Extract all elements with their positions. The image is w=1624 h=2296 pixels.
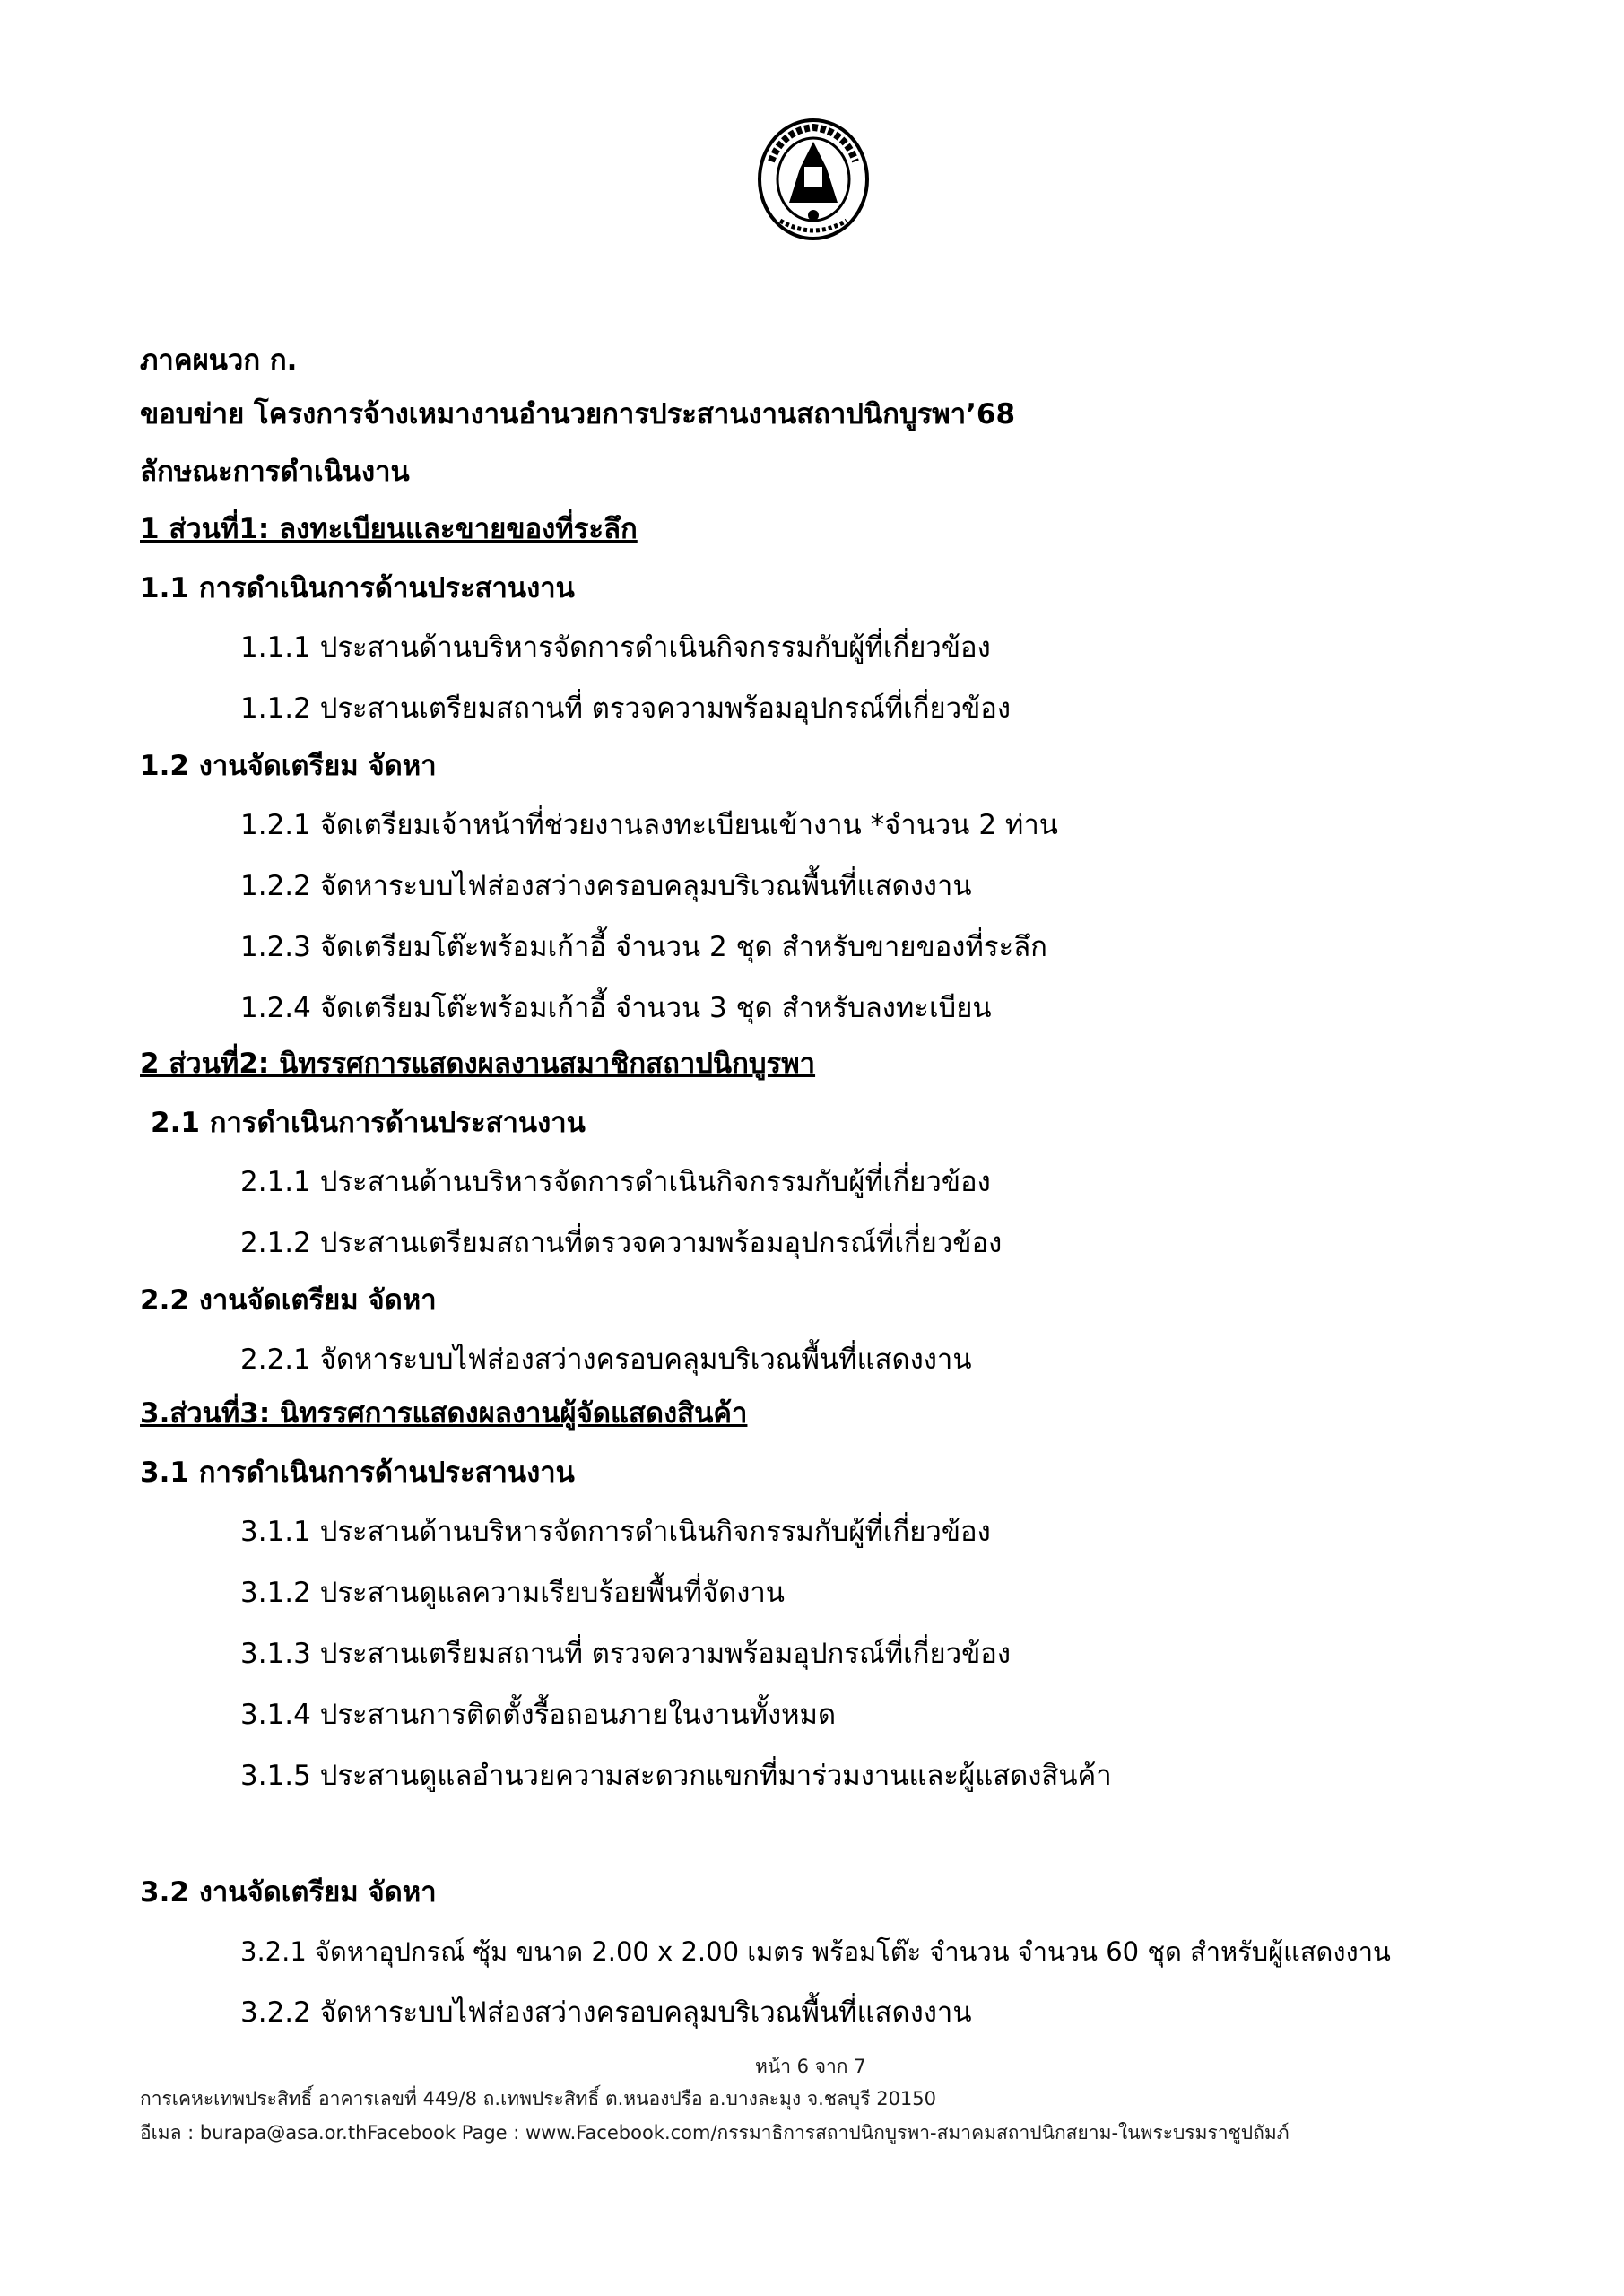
footer-address: การเคหะเทพประสิทธิ์ อาคารเลขที่ 449/8 ถ.เทพประสิทธิ์ ต.หนองปรือ อ.บางละมุง จ.ชลบุรี 20150 bbox=[140, 2088, 937, 2109]
subsection-2-1: 2.1 การดำเนินการด้านประสานงาน bbox=[151, 1107, 586, 1139]
section-2-heading: 2 ส่วนที่2: นิทรรศการแสดงผลงานสมาชิกสถาปนิกบูรพา bbox=[140, 1048, 816, 1080]
section-3-heading: 3.ส่วนที่3: นิทรรศการแสดงผลงานผู้จัดแสดงสินค้า bbox=[140, 1397, 748, 1430]
subsection-1-2: 1.2 งานจัดเตรียม จัดหา bbox=[140, 750, 437, 782]
subsection-3-1: 3.1 การดำเนินการด้านประสานงาน bbox=[140, 1457, 575, 1489]
item-2-1-2: 2.1.2 ประสานเตรียมสถานที่ตรวจความพร้อมอุปกรณ์ที่เกี่ยวข้อง bbox=[240, 1227, 1003, 1259]
item-1-2-1: 1.2.1 จัดเตรียมเจ้าหน้าที่ช่วยงานลงทะเบียนเข้างาน *จำนวน 2 ท่าน bbox=[240, 809, 1058, 841]
item-3-1-4: 3.1.4 ประสานการติดตั้งรื้อถอนภายในงานทั้งหมด bbox=[240, 1699, 837, 1731]
item-3-2-1: 3.2.1 จัดหาอุปกรณ์ ซุ้ม ขนาด 2.00 x 2.00 เมตร พร้อมโต๊ะ จำนวน จำนวน 60 ชุด สำหรับผู้แสดงงาน bbox=[240, 1936, 1391, 1967]
page-number: หน้า 6 จาก 7 bbox=[755, 2056, 866, 2077]
item-1-2-3: 1.2.3 จัดเตรียมโต๊ะพร้อมเก้าอี้ จำนวน 2 ชุด สำหรับขายของที่ระลึก bbox=[240, 931, 1047, 963]
item-3-2-2: 3.2.2 จัดหาระบบไฟส่องสว่างครอบคลุมบริเวณพื้นที่แสดงงาน bbox=[240, 1996, 972, 2029]
item-1-1-2: 1.1.2 ประสานเตรียมสถานที่ ตรวจความพร้อมอุปกรณ์ที่เกี่ยวข้อง bbox=[240, 692, 1012, 725]
subsection-2-2: 2.2 งานจัดเตรียม จัดหา bbox=[140, 1284, 437, 1317]
item-1-2-4: 1.2.4 จัดเตรียมโต๊ะพร้อมเก้าอี้ จำนวน 3 ชุด สำหรับลงทะเบียน bbox=[240, 992, 992, 1024]
item-3-1-5: 3.1.5 ประสานดูแลอำนวยความสะดวกแขกที่มาร่วมงานและผู้แสดงสินค้า bbox=[240, 1760, 1112, 1792]
nature-heading: ลักษณะการดำเนินงาน bbox=[140, 456, 410, 488]
item-3-1-1: 3.1.1 ประสานด้านบริหารจัดการดำเนินกิจกรรมกับผู้ที่เกี่ยวข้อง bbox=[240, 1516, 991, 1548]
footer-contact: อีเมล : burapa@asa.or.thFacebook Page : www.Facebook.com/กรรมาธิการสถาปนิกบูรพา-สมาคมสถาปนิกสยาม-ในพระบรมราชูปถัมภ์ bbox=[140, 2122, 1290, 2144]
item-1-1-1: 1.1.1 ประสานด้านบริหารจัดการดำเนินกิจกรรมกับผู้ที่เกี่ยวข้อง bbox=[240, 631, 991, 664]
subsection-1-1: 1.1 การดำเนินการด้านประสานงาน bbox=[140, 572, 575, 604]
item-3-1-2: 3.1.2 ประสานดูแลความเรียบร้อยพื้นที่จัดงาน bbox=[240, 1577, 785, 1609]
appendix-label: ภาคผนวก ก. bbox=[140, 344, 298, 377]
section-1-heading: 1 ส่วนที่1: ลงทะเบียนและขายของที่ระลึก bbox=[140, 513, 638, 545]
item-3-1-3: 3.1.3 ประสานเตรียมสถานที่ ตรวจความพร้อมอุปกรณ์ที่เกี่ยวข้อง bbox=[240, 1638, 1012, 1670]
association-logo bbox=[755, 115, 872, 249]
scope-title: ขอบข่าย โครงการจ้างเหมางานอำนวยการประสานงานสถาปนิกบูรพา’68 bbox=[140, 398, 1016, 430]
item-2-2-1: 2.2.1 จัดหาระบบไฟส่องสว่างครอบคลุมบริเวณพื้นที่แสดงงาน bbox=[240, 1344, 972, 1376]
subsection-3-2: 3.2 งานจัดเตรียม จัดหา bbox=[140, 1876, 437, 1909]
item-1-2-2: 1.2.2 จัดหาระบบไฟส่องสว่างครอบคลุมบริเวณพื้นที่แสดงงาน bbox=[240, 870, 972, 902]
item-2-1-1: 2.1.1 ประสานด้านบริหารจัดการดำเนินกิจกรรมกับผู้ที่เกี่ยวข้อง bbox=[240, 1166, 991, 1198]
